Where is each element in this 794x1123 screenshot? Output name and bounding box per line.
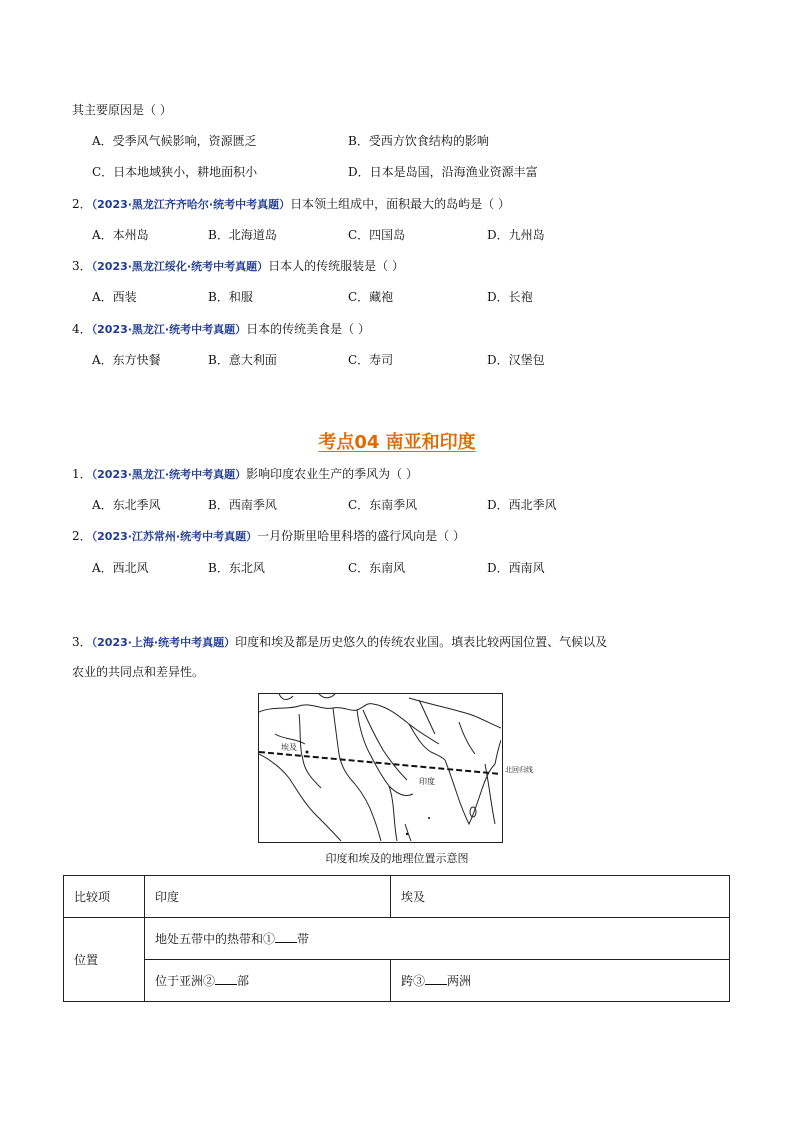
map-egypt-dot — [306, 751, 309, 754]
row-label-position: 位置 — [64, 918, 145, 1002]
s1-option-c: C．东南季风 — [348, 498, 418, 512]
header-egypt: 埃及 — [391, 876, 730, 918]
q4-line — [72, 321, 370, 338]
s2-source: （2023·江苏常州·统考中考真题） — [91, 530, 258, 543]
map-figure — [258, 693, 533, 843]
q1-option-d: D．日本是岛国，沿海渔业资源丰富 — [348, 165, 538, 179]
s3-source: （2023·上海·统考中考真题） — [91, 636, 236, 649]
s1-option-a: A．东北季风 — [92, 498, 161, 512]
s2-line — [72, 528, 465, 545]
zone-suffix: 带 — [297, 932, 310, 946]
s1-line — [72, 466, 418, 483]
q3-line — [72, 258, 404, 275]
cell-india-location — [145, 960, 391, 1002]
q4-number: 4． — [72, 322, 92, 336]
zone-text: 地处五带中的热带和① — [155, 932, 276, 946]
q3-option-a: A．西装 — [92, 290, 137, 304]
q2-option-a: A．本州岛 — [92, 228, 149, 242]
map-caption: 印度和埃及的地理位置示意图 — [325, 852, 469, 865]
q2-source: （2023·黑龙江齐齐哈尔·统考中考真题） — [91, 198, 291, 211]
map-tropic-line — [259, 752, 501, 774]
blank-3[interactable] — [425, 974, 447, 985]
blank-1[interactable] — [275, 932, 297, 943]
q4-option-d: D．汉堡包 — [487, 353, 545, 367]
s2-option-a: A．西北风 — [92, 561, 149, 575]
q2-stem: 日本领土组成中，面积最大的岛屿是（ ） — [290, 197, 510, 211]
cell-egypt-location — [391, 960, 730, 1002]
s2-option-c: C．东南风 — [348, 561, 406, 575]
s3-line-1 — [72, 634, 607, 651]
q3-option-b: B．和服 — [208, 290, 253, 304]
table-row-location — [64, 960, 730, 1002]
q2-option-b: B．北海道岛 — [208, 228, 277, 242]
q4-option-c: C．寿司 — [348, 353, 394, 367]
q1-option-b: B．受西方饮食结构的影响 — [348, 134, 489, 148]
s1-source: （2023·黑龙江·统考中考真题） — [91, 468, 247, 481]
q3-stem: 日本人的传统服装是（ ） — [268, 259, 404, 273]
egypt-loc-text: 跨③ — [401, 974, 426, 988]
s3-number: 3． — [72, 635, 92, 649]
india-loc-text: 位于亚洲② — [155, 974, 216, 988]
blank-2[interactable] — [215, 974, 237, 985]
s1-stem: 影响印度农业生产的季风为（ ） — [246, 467, 418, 481]
s3-stem-1: 印度和埃及都是历史悠久的传统农业国。填表比较两国位置、气候以及 — [235, 635, 608, 649]
s2-stem: 一月份斯里哈里科塔的盛行风向是（ ） — [257, 529, 465, 543]
section-title: 考点04 南亚和印度 — [318, 432, 476, 453]
q4-option-b: B．意大利面 — [208, 353, 277, 367]
map-africa-border — [259, 754, 341, 841]
table-header-row — [64, 876, 730, 918]
map-label-tropic: 北回归线 — [505, 766, 533, 774]
q4-source: （2023·黑龙江·统考中考真题） — [91, 323, 247, 336]
q4-stem: 日本的传统美食是（ ） — [246, 322, 370, 336]
q3-source: （2023·黑龙江绥化·统考中考真题） — [91, 260, 269, 273]
map-label-egypt: 埃及 — [281, 743, 297, 752]
egypt-loc-suffix: 两洲 — [447, 974, 472, 988]
q1-option-c: C．日本地域狭小，耕地面积小 — [92, 165, 258, 179]
q1-stem: 其主要原因是（ ） — [72, 103, 172, 117]
s3-stem-2: 农业的共同点和差异性。 — [72, 665, 205, 679]
q3-option-c: C．藏袍 — [348, 290, 394, 304]
q2-line — [72, 196, 510, 213]
q1-option-a: A．受季风气候影响，资源匮乏 — [92, 134, 257, 148]
map-coastline-north — [259, 704, 373, 712]
map-drawing — [259, 694, 501, 841]
comparison-table — [63, 875, 730, 1002]
s1-option-d: D．西北季风 — [487, 498, 557, 512]
s1-number: 1． — [72, 467, 92, 481]
header-item: 比较项 — [64, 876, 145, 918]
q3-number: 3． — [72, 259, 92, 273]
q3-option-d: D．长袍 — [487, 290, 533, 304]
table-row-zone — [64, 918, 730, 960]
header-india: 印度 — [145, 876, 391, 918]
q2-option-c: C．四国岛 — [348, 228, 406, 242]
s2-option-b: B．东北风 — [208, 561, 265, 575]
cell-zone — [145, 918, 730, 960]
map-label-india: 印度 — [419, 777, 435, 786]
s2-number: 2． — [72, 529, 92, 543]
s2-option-d: D．西南风 — [487, 561, 545, 575]
india-loc-suffix: 部 — [237, 974, 250, 988]
q2-number: 2． — [72, 197, 92, 211]
q4-option-a: A．东方快餐 — [92, 353, 161, 367]
s1-option-b: B．西南季风 — [208, 498, 277, 512]
q2-option-d: D．九州岛 — [487, 228, 545, 242]
